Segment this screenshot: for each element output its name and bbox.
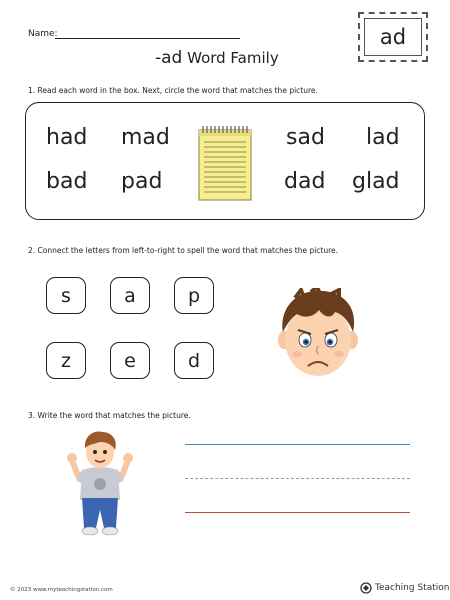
teaching-station-logo-icon (360, 582, 372, 594)
sad-boy-face-icon (277, 288, 359, 380)
section3-instruction: 3. Write the word that matches the picture. (28, 411, 191, 420)
word-lad[interactable]: lad (366, 125, 400, 150)
page-title (155, 48, 279, 68)
word-bad[interactable]: bad (46, 169, 88, 194)
write-line-top[interactable] (185, 444, 410, 445)
boy-waving-icon (66, 430, 134, 537)
copyright-text: © 2023 www.myteachingstation.com (10, 587, 113, 593)
badge-label: ad (364, 18, 422, 56)
letter-tile-a[interactable]: a (110, 277, 150, 314)
letter-tile-p[interactable]: p (174, 277, 214, 314)
notepad-icon (196, 124, 254, 202)
letter-tile-e[interactable]: e (110, 342, 150, 379)
word-glad[interactable]: glad (352, 169, 400, 194)
word-family-badge (358, 12, 428, 62)
write-line-bottom[interactable] (185, 512, 410, 513)
name-write-line[interactable] (55, 38, 240, 39)
section2-instruction: 2. Connect the letters from left-to-right to spell the word that matches the picture. (28, 246, 339, 255)
name-label: Name: (28, 29, 58, 39)
write-line-middle[interactable] (185, 478, 410, 479)
brand-name: Teaching Station (375, 583, 450, 593)
title-suffix: Word Family (182, 49, 279, 67)
word-mad[interactable]: mad (121, 125, 170, 150)
brand-logo (360, 582, 449, 594)
letter-tile-s[interactable]: s (46, 277, 86, 314)
word-pad[interactable]: pad (121, 169, 163, 194)
word-dad[interactable]: dad (284, 169, 326, 194)
word-sad[interactable]: sad (286, 125, 325, 150)
letter-tile-d[interactable]: d (174, 342, 214, 379)
letter-tile-z[interactable]: z (46, 342, 86, 379)
section1-instruction: 1. Read each word in the box. Next, circle the word that matches the picture. (28, 86, 318, 95)
title-prefix: -ad (155, 48, 183, 68)
word-had[interactable]: had (46, 125, 88, 150)
